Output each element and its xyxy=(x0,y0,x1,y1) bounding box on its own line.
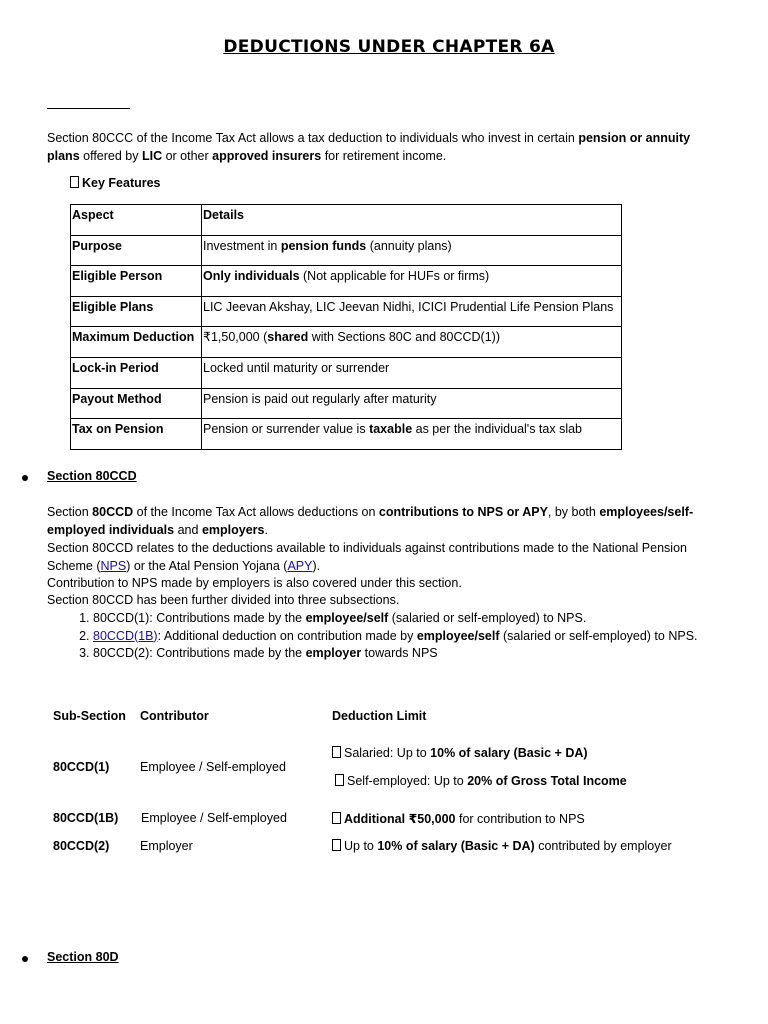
text: , by both xyxy=(547,505,600,519)
section-80d-heading: Section 80D xyxy=(47,950,119,964)
bullet-icon xyxy=(22,956,28,962)
contributor-cell: Employee / Self-employed xyxy=(141,811,287,825)
table-row xyxy=(71,419,622,450)
aspect-cell: Payout Method xyxy=(71,388,202,419)
aspect-cell: Eligible Person xyxy=(71,266,202,297)
aspect-cell: Purpose xyxy=(71,235,202,266)
bold-text: employer xyxy=(305,646,362,660)
text: Section xyxy=(47,505,93,519)
details-cell xyxy=(202,235,622,266)
contributor-cell: Employer xyxy=(140,839,193,853)
text: Salaried: Up to xyxy=(344,746,431,760)
text: Self-employed: Up to xyxy=(347,774,468,788)
text: Pension is paid out regularly after maturity xyxy=(203,391,437,406)
intro-paragraph xyxy=(47,130,717,165)
sub-section-80ccd1b: 80CCD(1B) xyxy=(53,811,119,825)
aspect-cell: Eligible Plans xyxy=(71,296,202,327)
bold-text: employers xyxy=(201,522,265,537)
text: Section 80CCC of the Income Tax Act allows a tax deduction to individuals who invest in certain xyxy=(47,131,579,145)
missing-glyph-icon xyxy=(70,176,79,188)
header-aspect: Aspect xyxy=(71,205,202,236)
nps-link[interactable]: NPS xyxy=(100,558,127,573)
details-cell xyxy=(202,296,622,327)
subsections-list xyxy=(47,610,743,663)
list-item xyxy=(93,628,743,646)
list-item xyxy=(93,610,743,628)
table-header-row xyxy=(71,205,622,236)
text: of the Income Tax Act allows deductions on xyxy=(133,505,379,519)
text: ₹1,50,000 ( xyxy=(203,330,268,345)
table-row xyxy=(71,357,622,388)
text: ). xyxy=(312,558,321,573)
sec80ccd-paragraph-3: Contribution to NPS made by employers is also covered under this section. xyxy=(47,576,462,590)
bold-text: LIC xyxy=(141,148,163,163)
header-details: Details xyxy=(202,205,622,236)
text: with Sections 80C and 80CCD(1)) xyxy=(308,330,500,345)
text: Section 80CCD relates to the deductions available to individuals against contributions made to the National Pension Scheme ( xyxy=(47,541,687,573)
contributor-cell: Employee / Self-employed xyxy=(140,760,286,774)
text: 80CCD(1): Contributions made by the xyxy=(93,611,306,625)
text: LIC Jeevan Akshay, LIC Jeevan Nidhi, ICICI Prudential Life Pension Plans xyxy=(203,299,614,314)
details-cell xyxy=(202,327,622,358)
table-row xyxy=(71,296,622,327)
table-row xyxy=(71,388,622,419)
text: (salaried or self-employed) to NPS. xyxy=(499,628,698,643)
list-item xyxy=(93,645,743,663)
table-row xyxy=(71,327,622,358)
text: Investment in xyxy=(203,238,281,253)
text: contributed by employer xyxy=(534,839,672,853)
bold-text: approved insurers xyxy=(212,148,322,163)
text: Up to xyxy=(344,839,378,853)
bold-text: employee/self xyxy=(305,611,389,625)
details-cell xyxy=(202,388,622,419)
missing-glyph-icon xyxy=(332,812,341,824)
sec80ccd-paragraph-4: Section 80CCD has been further divided into three subsections. xyxy=(47,593,400,607)
features-table xyxy=(70,204,622,450)
bold-text: contributions to NPS or APY xyxy=(378,505,548,519)
missing-glyph-icon xyxy=(332,746,341,758)
missing-glyph-icon xyxy=(332,839,341,851)
sub-section-80ccd1: 80CCD(1) xyxy=(53,760,110,774)
text: : Additional deduction on contribution made by xyxy=(157,628,417,643)
bold-text: 10% of salary (Basic + DA) xyxy=(377,839,535,853)
horizontal-rule xyxy=(47,108,130,109)
text: Locked until maturity or surrender xyxy=(203,360,390,375)
missing-glyph-icon xyxy=(335,774,344,786)
bold-text: taxable xyxy=(369,422,413,437)
section-80ccd-heading: Section 80CCD xyxy=(47,469,137,483)
table-row xyxy=(71,235,622,266)
text: for contribution to NPS xyxy=(455,812,585,826)
bold-text: employees/self-employed individuals xyxy=(47,505,694,537)
header-contributor: Contributor xyxy=(140,709,209,723)
text: or other xyxy=(162,148,213,163)
limit-line xyxy=(332,839,672,853)
details-cell xyxy=(202,357,622,388)
text: as per the individual's tax slab xyxy=(412,422,582,437)
text: (Not applicable for HUFs or firms) xyxy=(299,269,490,284)
bold-text: employee/self xyxy=(416,628,500,643)
bold-text: pension or annuity plans xyxy=(47,131,691,163)
text: 80CCD(2): Contributions made by the xyxy=(93,646,306,660)
sec80ccd-paragraph-1 xyxy=(47,504,707,539)
text: towards NPS xyxy=(361,646,438,660)
text: ) or the Atal Pension Yojana ( xyxy=(126,558,288,573)
sec80ccd-paragraph-2 xyxy=(47,540,687,575)
details-cell xyxy=(202,419,622,450)
limit-line xyxy=(332,811,585,826)
text: offered by xyxy=(79,148,142,163)
bullet-icon xyxy=(22,475,28,481)
header-deduction-limit: Deduction Limit xyxy=(332,709,427,723)
bold-text: 80CCD xyxy=(92,505,134,519)
details-cell xyxy=(202,266,622,297)
bold-text: Only individuals xyxy=(203,269,300,284)
text: and xyxy=(174,522,202,537)
header-sub-section: Sub-Section xyxy=(53,709,126,723)
sub-section-80ccd2: 80CCD(2) xyxy=(53,839,110,853)
text: (salaried or self-employed) to NPS. xyxy=(388,611,587,625)
80ccd-1b-link[interactable]: 80CCD(1B) xyxy=(93,628,158,643)
bold-text: 10% of salary (Basic + DA) xyxy=(430,746,588,760)
bold-text: Additional ₹50,000 xyxy=(344,812,456,826)
bold-text: 20% of Gross Total Income xyxy=(467,774,627,788)
limit-line xyxy=(335,774,627,788)
aspect-cell: Lock-in Period xyxy=(71,357,202,388)
limit-line xyxy=(332,746,588,760)
bold-text: shared xyxy=(267,330,309,345)
text: Pension or surrender value is xyxy=(203,422,370,437)
aspect-cell: Maximum Deduction xyxy=(71,327,202,358)
text: . xyxy=(264,522,268,537)
table-row xyxy=(71,266,622,297)
text: (annuity plans) xyxy=(366,238,452,253)
bold-text: pension funds xyxy=(280,238,367,253)
aspect-cell: Tax on Pension xyxy=(71,419,202,450)
apy-link[interactable]: APY xyxy=(287,558,313,573)
page-title: DEDUCTIONS UNDER CHAPTER 6A xyxy=(223,37,555,57)
text: for retirement income. xyxy=(321,148,447,163)
key-features-label: Key Features xyxy=(82,176,161,190)
key-features-heading xyxy=(70,176,161,190)
